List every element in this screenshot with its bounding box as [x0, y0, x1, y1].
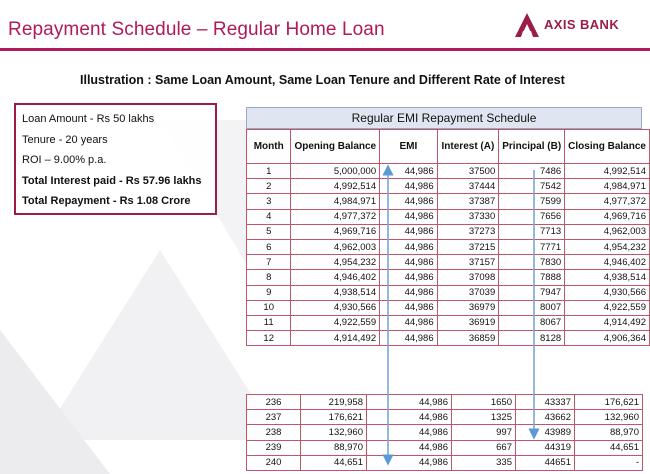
table-row: [247, 285, 650, 300]
cell-emi: 44,986: [367, 410, 452, 425]
cell-month: 240: [247, 455, 301, 470]
cell-interest: 37039: [437, 285, 499, 300]
cell-closing-balance: 4,954,232: [565, 239, 650, 254]
table-row: [247, 455, 643, 470]
cell-month: 12: [247, 331, 291, 346]
cell-opening-balance: 88,970: [301, 440, 367, 455]
cell-interest: 37098: [437, 270, 499, 285]
cell-principal: 8007: [499, 300, 565, 315]
cell-principal: 7656: [499, 209, 565, 224]
table-header-row: [247, 130, 650, 164]
cell-opening-balance: 4,969,716: [291, 224, 380, 239]
header-divider: [0, 48, 650, 51]
cell-month: 3: [247, 194, 291, 209]
cell-emi: 44,986: [380, 194, 438, 209]
col-header-emi: EMI: [380, 130, 438, 164]
cell-closing-balance: 4,984,971: [565, 179, 650, 194]
cell-principal: 7713: [499, 224, 565, 239]
total-repayment: Total Repayment - Rs 1.08 Crore: [22, 195, 191, 207]
cell-emi: 44,986: [380, 224, 438, 239]
cell-opening-balance: 4,922,559: [291, 315, 380, 330]
cell-closing-balance: 4,906,364: [565, 331, 650, 346]
cell-interest: 37215: [437, 239, 499, 254]
cell-opening-balance: 176,621: [301, 410, 367, 425]
cell-emi: 44,986: [367, 440, 452, 455]
cell-month: 236: [247, 395, 301, 410]
table-row: [247, 179, 650, 194]
cell-principal: 43662: [516, 410, 575, 425]
cell-month: 11: [247, 315, 291, 330]
col-header-opening-balance: Opening Balance: [291, 130, 380, 164]
cell-interest: 36919: [437, 315, 499, 330]
cell-principal: 7542: [499, 179, 565, 194]
logo-text: AXIS BANK: [544, 17, 620, 32]
cell-principal: 7599: [499, 194, 565, 209]
cell-month: 4: [247, 209, 291, 224]
table-row: [247, 194, 650, 209]
cell-closing-balance: 4,969,716: [565, 209, 650, 224]
cell-month: 9: [247, 285, 291, 300]
cell-month: 239: [247, 440, 301, 455]
cell-emi: 44,986: [380, 209, 438, 224]
cell-closing-balance: 44,651: [575, 440, 643, 455]
cell-principal: 7947: [499, 285, 565, 300]
cell-interest: 37444: [437, 179, 499, 194]
cell-month: 10: [247, 300, 291, 315]
cell-interest: 667: [452, 440, 516, 455]
col-header-closing-balance: Closing Balance: [565, 130, 650, 164]
cell-closing-balance: 4,962,003: [565, 224, 650, 239]
cell-interest: 37273: [437, 224, 499, 239]
table-row: [247, 224, 650, 239]
total-interest: Total Interest paid - Rs 57.96 lakhs: [22, 174, 202, 187]
cell-interest: 37500: [437, 164, 499, 179]
background-shape: [0, 330, 110, 474]
cell-month: 8: [247, 270, 291, 285]
cell-emi: 44,986: [380, 285, 438, 300]
table-row: [247, 410, 643, 425]
cell-closing-balance: 88,970: [575, 425, 643, 440]
cell-opening-balance: 4,938,514: [291, 285, 380, 300]
cell-closing-balance: 176,621: [575, 395, 643, 410]
cell-interest: 1325: [452, 410, 516, 425]
col-header-month: Month: [247, 130, 291, 164]
cell-closing-balance: 4,922,559: [565, 300, 650, 315]
cell-closing-balance: 4,914,492: [565, 315, 650, 330]
col-header-interest: Interest (A): [437, 130, 499, 164]
table-row: [247, 440, 643, 455]
loan-summary-box: [14, 103, 217, 215]
cell-opening-balance: 4,930,566: [291, 300, 380, 315]
cell-closing-balance: 4,946,402: [565, 255, 650, 270]
cell-principal: 7486: [499, 164, 565, 179]
schedule-table-last-months: [246, 394, 643, 471]
cell-month: 237: [247, 410, 301, 425]
cell-principal: 8128: [499, 331, 565, 346]
cell-opening-balance: 4,992,514: [291, 179, 380, 194]
cell-interest: 37330: [437, 209, 499, 224]
cell-principal: 7771: [499, 239, 565, 254]
cell-principal: 8067: [499, 315, 565, 330]
table-row: [247, 425, 643, 440]
col-header-principal: Principal (B): [499, 130, 565, 164]
cell-opening-balance: 4,977,372: [291, 209, 380, 224]
cell-interest: 36859: [437, 331, 499, 346]
table-row: [247, 164, 650, 179]
cell-opening-balance: 4,954,232: [291, 255, 380, 270]
cell-emi: 44,986: [380, 164, 438, 179]
schedule-title: Regular EMI Repayment Schedule: [246, 107, 642, 129]
cell-opening-balance: 132,960: [301, 425, 367, 440]
cell-interest: 335: [452, 455, 516, 470]
cell-closing-balance: 4,992,514: [565, 164, 650, 179]
cell-interest: 1650: [452, 395, 516, 410]
cell-month: 7: [247, 255, 291, 270]
cell-emi: 44,986: [380, 239, 438, 254]
cell-opening-balance: 4,946,402: [291, 270, 380, 285]
cell-principal: 43337: [516, 395, 575, 410]
cell-emi: 44,986: [367, 425, 452, 440]
loan-amount: Loan Amount - Rs 50 lakhs: [22, 113, 155, 125]
cell-principal: 44319: [516, 440, 575, 455]
cell-closing-balance: -: [575, 455, 643, 470]
table-row: [247, 395, 643, 410]
table-row: [247, 239, 650, 254]
cell-interest: 37387: [437, 194, 499, 209]
cell-emi: 44,986: [380, 331, 438, 346]
cell-opening-balance: 219,958: [301, 395, 367, 410]
illustration-subtitle: Illustration : Same Loan Amount, Same Loan Tenure and Different Rate of Interest: [80, 73, 565, 87]
cell-opening-balance: 5,000,000: [291, 164, 380, 179]
cell-principal: 7830: [499, 255, 565, 270]
page-title: Repayment Schedule – Regular Home Loan: [8, 19, 385, 40]
table-row: [247, 209, 650, 224]
cell-closing-balance: 132,960: [575, 410, 643, 425]
cell-closing-balance: 4,977,372: [565, 194, 650, 209]
cell-emi: 44,986: [380, 255, 438, 270]
table-row: [247, 315, 650, 330]
cell-emi: 44,986: [380, 300, 438, 315]
table-row: [247, 270, 650, 285]
cell-emi: 44,986: [367, 455, 452, 470]
cell-month: 1: [247, 164, 291, 179]
cell-month: 2: [247, 179, 291, 194]
cell-principal: 7888: [499, 270, 565, 285]
rate-of-interest: ROI – 9.00% p.a.: [22, 154, 107, 166]
cell-emi: 44,986: [367, 395, 452, 410]
cell-opening-balance: 4,984,971: [291, 194, 380, 209]
cell-opening-balance: 44,651: [301, 455, 367, 470]
cell-emi: 44,986: [380, 179, 438, 194]
cell-month: 238: [247, 425, 301, 440]
loan-tenure: Tenure - 20 years: [22, 133, 108, 146]
cell-principal: 43989: [516, 425, 575, 440]
brand-logo: [514, 7, 639, 41]
cell-interest: 36979: [437, 300, 499, 315]
table-row: [247, 300, 650, 315]
cell-opening-balance: 4,962,003: [291, 239, 380, 254]
cell-closing-balance: 4,938,514: [565, 270, 650, 285]
cell-interest: 37157: [437, 255, 499, 270]
table-row: [247, 255, 650, 270]
cell-month: 6: [247, 239, 291, 254]
schedule-table-first-year: [246, 129, 650, 346]
axis-logo-icon: [514, 11, 540, 39]
table-row: [247, 331, 650, 346]
cell-month: 5: [247, 224, 291, 239]
cell-emi: 44,986: [380, 315, 438, 330]
cell-emi: 44,986: [380, 270, 438, 285]
cell-principal: 44651: [516, 455, 575, 470]
cell-closing-balance: 4,930,566: [565, 285, 650, 300]
cell-opening-balance: 4,914,492: [291, 331, 380, 346]
cell-interest: 997: [452, 425, 516, 440]
